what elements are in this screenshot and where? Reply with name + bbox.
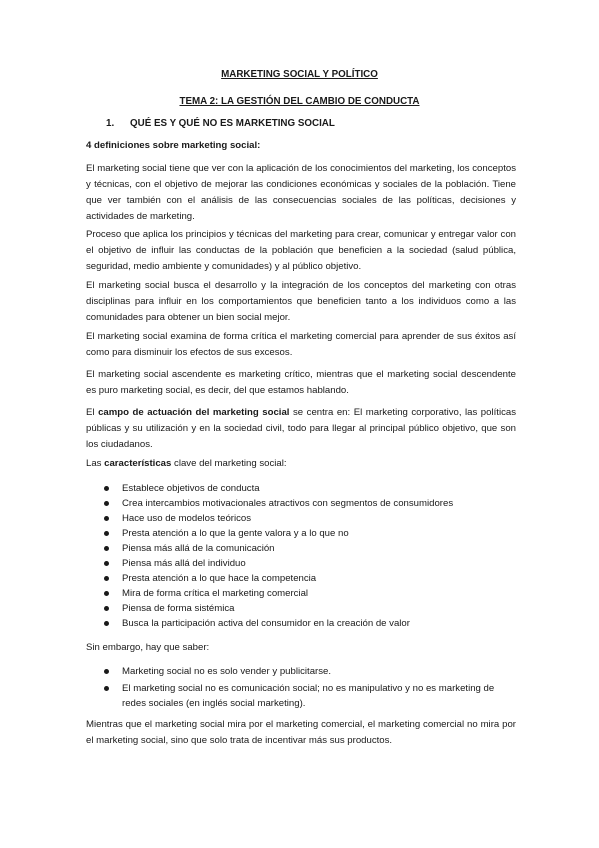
list-item: [86, 664, 526, 679]
list-item: [86, 571, 526, 586]
list-item-text: Marketing social no es solo vender y publicitarse.: [122, 666, 332, 677]
caracteristicas-bold: características: [104, 458, 172, 469]
list-item: [86, 601, 526, 616]
bullet-icon: [104, 546, 109, 551]
list-item-text: Piensa más allá de la comunicación: [122, 543, 275, 554]
caracteristicas-intro: [86, 456, 516, 472]
list-item: [86, 481, 526, 496]
bullet-icon: [104, 501, 109, 506]
list-item: [86, 541, 526, 556]
bullet-icon: [104, 669, 109, 674]
bullet-icon: [104, 686, 109, 691]
document-subtitle: TEMA 2: LA GESTIÓN DEL CAMBIO DE CONDUCTA: [179, 96, 420, 107]
bullet-icon: [104, 591, 109, 596]
saber-intro: Sin embargo, hay que saber:: [86, 642, 210, 653]
paragraph: El marketing social ascendente es marketing crítico, mientras que el marketing social descendente es puro marketing social, es decir, del que estamos hablando.: [86, 369, 516, 396]
list-item: [86, 526, 526, 541]
campo-bold: campo de actuación del marketing social: [98, 407, 290, 418]
list-item-text: Presta atención a lo que hace la competencia: [122, 573, 317, 584]
paragraph: Proceso que aplica los principios y técnicas del marketing para crear, comunicar y entregar valor con el objetivo de influir las conductas de la población que beneficien a la sociedad (salud pública, seguridad, medio ambiente y comunidades) y al público objetivo.: [86, 229, 516, 272]
bullet-icon: [104, 561, 109, 566]
bullet-icon: [104, 606, 109, 611]
section-heading: [106, 116, 335, 132]
bullet-icon: [104, 621, 109, 626]
list-item-text: Establece objetivos de conducta: [122, 483, 260, 494]
campo-suffix: se centra en: El marketing corporativo, las políticas públicas y su utilización y en la sociedad civil, todo para llegar al principal público objetivo, que son los ciudadanos.: [86, 407, 517, 450]
bullet-icon: [104, 486, 109, 491]
bullet-icon: [104, 516, 109, 521]
list-item-text: Piensa más allá del individuo: [122, 558, 246, 569]
document-title: MARKETING SOCIAL Y POLÍTICO: [221, 69, 378, 80]
bullet-icon: [104, 531, 109, 536]
list-item: [86, 586, 526, 601]
list-item: [86, 616, 526, 631]
paragraph: El marketing social busca el desarrollo y la integración de los conceptos del marketing con otras disciplinas para influir en los comportamientos que beneficien tanto a los individuos como a las comunidades para obtener un bien social mejor.: [86, 280, 516, 323]
campo-prefix: El: [86, 407, 99, 418]
list-item-text: Piensa de forma sistémica: [122, 603, 235, 614]
paragraph: El marketing social tiene que ver con la aplicación de los conocimientos del marketing, los conceptos y técnicas, con el objetivo de mejorar las condiciones económicas y sociales de la población. Tiene que ver también con el análisis de las consecuencias sociales de las políticas, decisiones y actividades de marketing.: [86, 163, 516, 222]
bullet-icon: [104, 576, 109, 581]
list-item: [86, 681, 526, 711]
list-item-text: Busca la participación activa del consumidor en la creación de valor: [122, 618, 410, 629]
list-item-text: Hace uso de modelos teóricos: [122, 513, 252, 524]
closing-paragraph: Mientras que el marketing social mira por el marketing comercial, el marketing comercial no mira por el marketing social, sino que solo trata de incentivar más sus productos.: [86, 719, 516, 746]
saber-list: [86, 664, 526, 711]
list-item-text: El marketing social no es comunicación social; no es manipulativo y no es marketing de redes sociales (en inglés social marketing).: [122, 683, 495, 709]
list-item: [86, 496, 526, 511]
definitions-heading: 4 definiciones sobre marketing social:: [86, 140, 261, 151]
paragraph: El marketing social examina de forma crítica el marketing comercial para aprender de sus éxitos así como para disminuir los efectos de sus excesos.: [86, 331, 516, 358]
list-item-text: Crea intercambios motivacionales atractivos con segmentos de consumidores: [122, 498, 454, 509]
list-item-text: Mira de forma crítica el marketing comercial: [122, 588, 309, 599]
list-item-text: Presta atención a lo que la gente valora y a lo que no: [122, 528, 349, 539]
caracteristicas-suffix: clave del marketing social:: [171, 458, 287, 469]
caracteristicas-list: [86, 481, 526, 631]
campo-paragraph: [86, 405, 516, 453]
section-number: 1.: [106, 118, 115, 129]
list-item: [86, 511, 526, 526]
section-heading-text: QUÉ ES Y QUÉ NO ES MARKETING SOCIAL: [130, 118, 335, 129]
list-item: [86, 556, 526, 571]
caracteristicas-prefix: Las: [86, 458, 105, 469]
